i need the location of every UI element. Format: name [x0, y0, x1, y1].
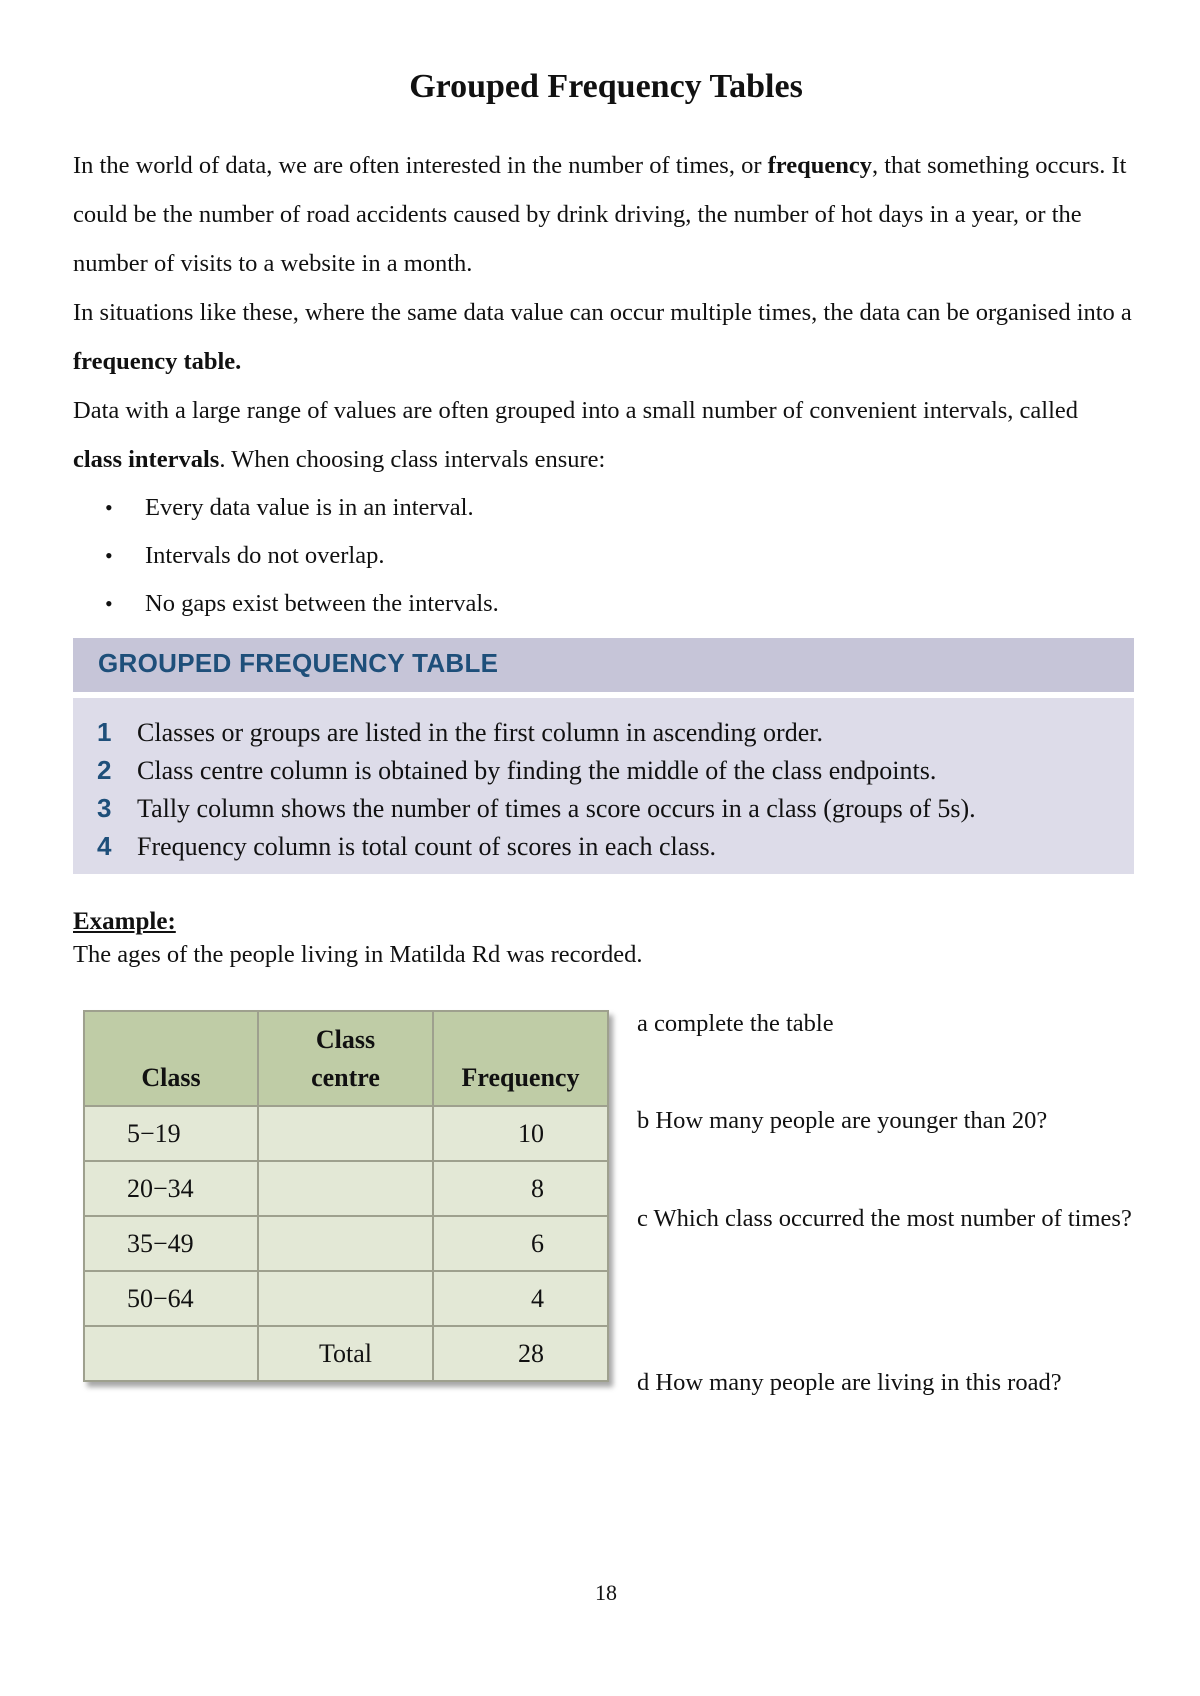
frequency-table: [83, 1010, 609, 1382]
list-item: • No gaps exist between the intervals.: [73, 580, 499, 628]
class-intervals-paragraph: [73, 386, 1133, 484]
class-cell: 5−19: [84, 1106, 258, 1161]
item-number: 4: [97, 831, 112, 861]
total-value: 28: [433, 1326, 608, 1381]
table-row: [84, 1271, 608, 1326]
frequency-cell: 8: [433, 1161, 608, 1216]
intro-text-2: , that something occurs. It could be the number of road accidents caused by drink driving, the number of hot days in a year, or the number of visits to a website in a month.: [73, 152, 1127, 277]
table-row: [84, 1216, 608, 1271]
info-box-body: [73, 698, 1134, 874]
class-centre-cell[interactable]: [258, 1106, 433, 1161]
term-class-intervals: class intervals: [73, 446, 220, 473]
item-text: Tally column shows the number of times a score occurs in a class (groups of 5s).: [137, 794, 976, 823]
example-label: Example:: [73, 908, 176, 935]
term-frequency: frequency: [767, 152, 872, 179]
header-class-centre: [258, 1011, 433, 1106]
question-c: c Which class occurred the most number of times?: [637, 1205, 1132, 1232]
list-item: [97, 827, 976, 865]
header-class: Class: [84, 1011, 258, 1106]
item-text: Class centre column is obtained by finding the middle of the class endpoints.: [137, 756, 937, 785]
item-number: 3: [97, 793, 112, 823]
class-cell: 50−64: [84, 1271, 258, 1326]
situations-text: In situations like these, where the same data value can occur multiple times, the data can be organised into a: [73, 299, 1132, 326]
list-item: [97, 751, 976, 789]
interval-rules-list: [73, 484, 499, 628]
list-item: • Intervals do not overlap.: [73, 532, 499, 580]
question-b: b How many people are younger than 20?: [637, 1107, 1048, 1134]
frequency-cell: 4: [433, 1271, 608, 1326]
example-text: The ages of the people living in Matilda Rd was recorded.: [73, 941, 643, 968]
page-number: 18: [595, 1580, 617, 1605]
table-total-row: [84, 1326, 608, 1381]
empty-cell: [84, 1326, 258, 1381]
header-frequency: Frequency: [433, 1011, 608, 1106]
intro-paragraph: [73, 141, 1133, 288]
info-box-title: GROUPED FREQUENCY TABLE: [98, 648, 499, 678]
info-box-list: [97, 713, 976, 865]
header-centre-line-1: Class: [315, 1025, 376, 1054]
list-item: [97, 789, 976, 827]
item-text: Frequency column is total count of scores in each class.: [137, 832, 717, 861]
term-frequency-table: frequency table.: [73, 348, 242, 375]
class-centre-cell[interactable]: [258, 1216, 433, 1271]
intro-text-1: In the world of data, we are often interested in the number of times, or: [73, 152, 768, 179]
situations-paragraph: [73, 288, 1133, 386]
dataline-text-2: . When choosing class intervals ensure:: [219, 446, 606, 473]
class-centre-cell[interactable]: [258, 1161, 433, 1216]
class-centre-cell[interactable]: [258, 1271, 433, 1326]
class-cell: 35−49: [84, 1216, 258, 1271]
header-centre-line-2: centre: [311, 1063, 380, 1092]
table-row: [84, 1106, 608, 1161]
list-item: • Every data value is in an interval.: [73, 484, 499, 532]
class-cell: 20−34: [84, 1161, 258, 1216]
item-text: Classes or groups are listed in the first column in ascending order.: [137, 718, 823, 747]
page-title: Grouped Frequency Tables: [409, 68, 803, 105]
info-box-header: [73, 638, 1134, 692]
item-number: 1: [97, 717, 112, 747]
dataline-text-1: Data with a large range of values are often grouped into a small number of convenient intervals, called: [73, 397, 1079, 424]
total-label: Total: [258, 1326, 433, 1381]
question-a: a complete the table: [637, 1010, 834, 1037]
list-item: [97, 713, 976, 751]
table-header-row: [84, 1011, 608, 1106]
frequency-cell: 10: [433, 1106, 608, 1161]
frequency-cell: 6: [433, 1216, 608, 1271]
question-d: d How many people are living in this road?: [637, 1369, 1062, 1396]
table-row: [84, 1161, 608, 1216]
item-number: 2: [97, 755, 112, 785]
